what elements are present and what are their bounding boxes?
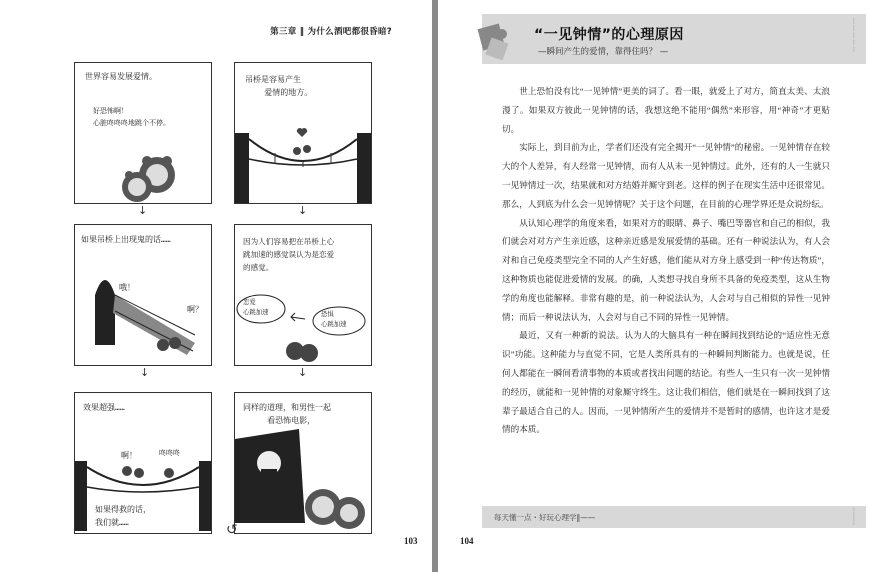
paragraph: 世上恐怕没有比“一见钟情”更美的词了。看一眼，就爱上了对方，简直太美、太浪漫了。如果双方彼此一见钟情的话，我想这绝不能用“偶然”来形容，用“神奇”才更贴切。 (502, 86, 830, 134)
horror-movie-illustration (235, 393, 371, 533)
exclamation-text: 啊？ (187, 305, 203, 314)
panel-caption: 吊桥是容易产生 爱情的地方。 (245, 75, 313, 97)
footer-text: 每天懂一点・好玩心理学‖—— (494, 513, 596, 522)
loop-arrow-icon: ↺ (226, 522, 238, 538)
panel-caption: 效果超强…… (83, 403, 125, 412)
suspension-bridge-illustration (235, 63, 371, 203)
arrow-down-icon: ↓ (140, 366, 150, 379)
couple-illustration (75, 63, 211, 203)
dotted-decoration: ⋮ ⋮ ⋮ (851, 507, 858, 526)
exclamation-text: 哦！ (119, 283, 135, 292)
page-number: 103 (404, 536, 418, 546)
speech-text: 如果得救的话， 我们就…… (95, 505, 151, 527)
title-banner (482, 14, 866, 64)
paragraph: 从认知心理学的角度来看，如果对方的眼睛、鼻子、嘴巴等器官和自己的相似，我们就会对对方产生亲近感，这种亲近感是发展爱情的基础。还有一种说法认为，有人会对和自己免疫类型完全不同的人产生好感，他们能从对方身上感受到一种“传达物质”，这种物质也能促进爱情的发展。的确，人类想寻找自身所不具备的免疫类型，这从生物学的角度也能解释。非常有趣的是，前一种说法认为，人会对与自己相似的异性一见钟情；而后一种说法认为，人会对与自己不同的异性一见钟情。 (502, 217, 830, 322)
comic-panel-5 (74, 392, 212, 534)
comic-panel-1 (74, 62, 212, 204)
puzzle-decoration-icon (472, 16, 512, 66)
ghost-bridge-illustration (75, 225, 211, 365)
speech-bubble: 好恐怖啊！ 心脏咚咚咚地跳个不停。 (93, 107, 170, 127)
right-page (438, 0, 870, 572)
comic-panel-2 (234, 62, 372, 204)
article-title: “一见钟情”的心理原因 (534, 27, 684, 43)
panel-caption: 因为人们容易把在吊桥上心 跳加速的感觉误认为是恋爱 的感觉。 (243, 237, 335, 272)
footer-banner (482, 506, 866, 528)
panel-caption: 同样的道理，和男性一起 看恐怖电影， (243, 403, 331, 425)
comic-panel-6 (234, 392, 372, 534)
panel-caption: 如果吊桥上出现鬼的话…… (81, 235, 171, 244)
panel-caption: 世界容易发展爱情。 (85, 72, 157, 81)
comic-panel-4 (234, 224, 372, 366)
page-number: 104 (460, 536, 474, 546)
arrow-down-icon: ↓ (298, 204, 308, 217)
paragraph: 最近，又有一种新的说法。认为人的大脑具有一种在瞬间找到结论的“适应性无意识”功能。这种能力与直觉不同，它是人类所具有的一种瞬间判断能力。也就是说，任何人都能在一瞬间看清事物的本质或者找出问题的结论。有些人一生只有一次一见钟情的经历，就能和一见钟情的对象厮守终生。这让我们相信，他们就是在一瞬间找到了这辈子最适合自己的人。因而，一见钟情所产生的爱情并不是暂时的感情，也许这才是爱情的本质。 (502, 330, 830, 435)
left-page (0, 0, 432, 572)
exclamation-text: 咚咚咚 (159, 449, 180, 457)
chapter-header: 第三章 ‖ 为什么酒吧都很昏暗? (270, 27, 392, 37)
arrow-down-icon: ↓ (298, 366, 308, 379)
dotted-decoration: ⋮ ⋮ ⋮ ⋮ ⋮ (851, 18, 858, 53)
article-subtitle: —瞬间产生的爱情，靠得住吗？ — (538, 47, 669, 57)
diagram-label-fear: 恐惧 心跳加速 (321, 310, 347, 328)
feeling-diagram (235, 225, 371, 365)
paragraph: 实际上，到目前为止，学者们还没有完全揭开“一见钟情”的秘密。一见钟情存在较大的个人差异，有人经常一见钟情，而有人从未一见钟情过。此外，还有的人一生就只一见钟情过一次，结果就和对方结婚并厮守到老。这样的例子在现实生活中还很常见。那么，人到底为什么会一见钟情呢？关于这个问题，在目前的心理学界还是众说纷纭。 (502, 142, 830, 209)
exclamation-text: 啊！ (121, 451, 137, 460)
comic-panel-3 (74, 224, 212, 366)
article-body (502, 82, 830, 439)
arrow-down-icon: ↓ (138, 204, 148, 217)
diagram-label-love: 恋爱 心跳加速 (243, 298, 269, 316)
